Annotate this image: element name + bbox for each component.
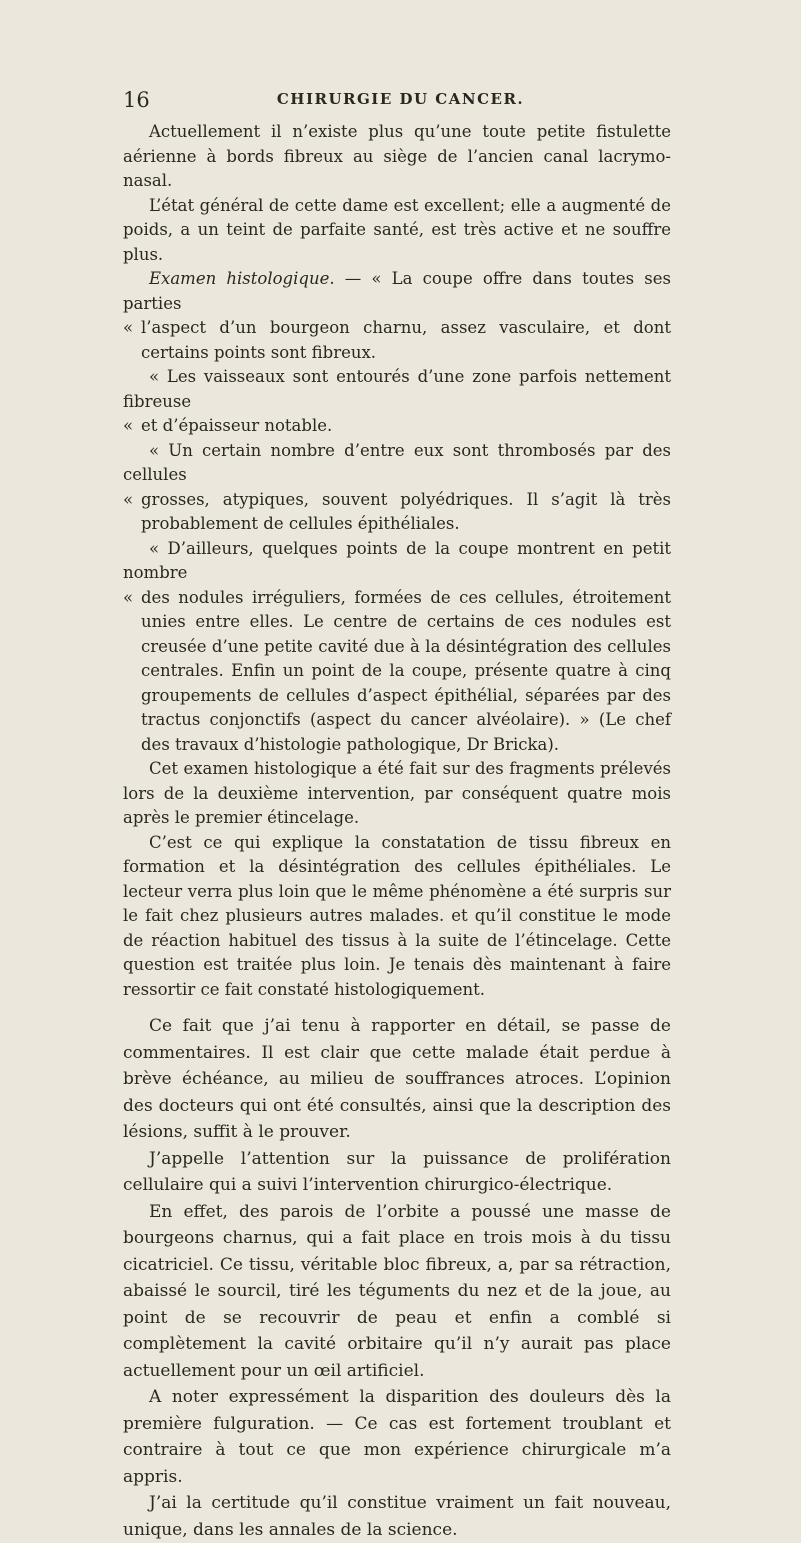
section-label: Examen histologique. [149,269,335,288]
paragraph-lead: — « La coupe offre dans toutes ses parties [123,269,671,313]
paragraph: Cet examen histologique a été fait sur des fragments prélevés lors de la deuxième intervention, par conséquent quatre mois après le premier étincelage. [123,759,671,827]
paragraph: L’état général de cette dame est excellent; elle a augmenté de poids, a un teint de parfaite santé, est très active et ne souffre plus. [123,195,671,264]
paragraph: En effet, des parois de l’orbite a poussé une masse de bourgeons charnus, qui a fait place en trois mois à du tissu cicatriciel. Ce tissu, véritable bloc fibreux, a, par sa rétraction, abaissé le sourcil, tiré les téguments du nez et de la joue, au point de se recouvrir de peau et enfin a comblé si complètement la cavité orbitaire qu’il n’y aurait pas place actuellement pour un œil artificiel. [123,1201,671,1381]
page-header [0,88,801,110]
quoted-text: « des nodules irréguliers, formées de ces cellules, étroitement unies entre elles. Le centre de certains de ces nodules est creusée d’une petite cavité due à la désintégration des cellules centrales. Enfin un point de la coupe, présente quatre à cinq groupements de cellules d’aspect épithélial, séparées par des tractus conjonctifs (aspect du cancer alvéolaire). » (Le chef des travaux d’histologie pathologique, Dr Bricka). [123,586,671,758]
quoted-text: « et d’épaisseur notable. [123,414,671,439]
running-title: CHIRURGIE DU CANCER. [276,90,525,108]
paragraph: Ce fait que j’ai tenu à rapporter en détail, se passe de commentaires. Il est clair que cette malade était perdue à brève échéance, au milieu de souffrances atroces. L’opinion des docteurs qui ont été consultés, ainsi que la description des lésions, suffit à le prouver. [123,1016,671,1142]
page-body [123,120,671,1543]
paragraph: J’ai la certitude qu’il constitue vraiment un fait nouveau, unique, dans les annales de la science. [123,1493,671,1540]
quoted-text: « Les vaisseaux sont entourés d’une zone parfois nettement fibreuse [123,367,671,411]
paragraph: A noter expressément la disparition des douleurs dès la première fulguration. — Ce cas est fortement troublant et contraire à tout ce que mon expérience chirurgicale m’a appris. [123,1387,671,1487]
page-number: 16 [123,88,150,112]
quoted-text: « D’ailleurs, quelques points de la coupe montrent en petit nombre [123,538,671,582]
histology-paragraph [123,267,671,316]
commentary-section [123,1013,671,1543]
quoted-text: « l’aspect d’un bourgeon charnu, assez vasculaire, et dont certains points sont fibreux. [123,316,671,365]
paragraph: J’appelle l’attention sur la puissance de prolifération cellulaire qui a suivi l’intervention chirurgico-électrique. [123,1148,671,1195]
paragraph: C’est ce qui explique la constatation de tissu fibreux en formation et la désintégration des cellules épithéliales. Le lecteur verra plus loin que le même phénomène a été surpris sur le fait chez plusieurs autres malades. et qu’il constitue le mode de réaction habituel des tissus à la suite de l’étincelage. Cette question est traitée plus loin. Je tenais dès maintenant à faire ressortir ce fait constaté histologiquement. [123,832,671,999]
quoted-text: « Un certain nombre d’entre eux sont thrombosés par des cellules [123,440,671,484]
paragraph: Actuellement il n’existe plus qu’une toute petite fistulette aérienne à bords fibreux au siège de l’ancien canal lacrymo-nasal. [123,122,671,190]
quoted-text: « grosses, atypiques, souvent polyédriques. Il s’agit là très probablement de cellules épithéliales. [123,488,671,537]
